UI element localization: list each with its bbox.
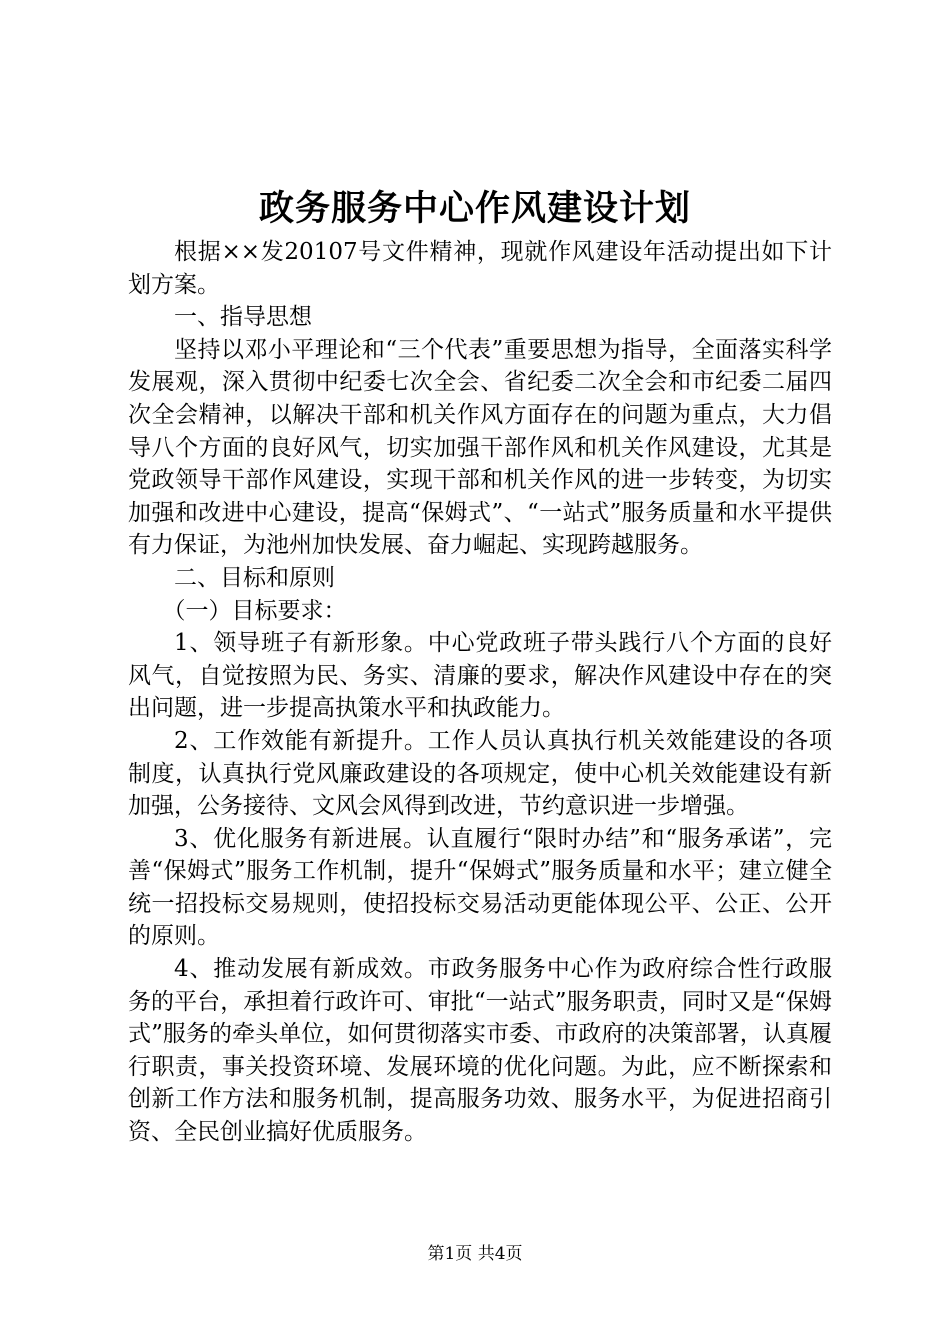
document-body bbox=[128, 236, 832, 1149]
goal-item-3: 3、优化服务有新进展。认直履行“限时办结”和“服务承诺”，完善“保姆式”服务工作机制，提升“保姆式”服务质量和水平；建立健全统一招投标交易规则，使招投标交易活动更能体现公平、公正、公开的原则。 bbox=[128, 825, 832, 950]
goal-item-1: 1、领导班子有新形象。中心党政班子带头践行八个方面的良好风气，自觉按照为民、务实、清廉的要求，解决作风建设中存在的突出问题，进一步提高执策水平和执政能力。 bbox=[128, 630, 832, 722]
intro-paragraph: 根据××发20107号文件精神，现就作风建设年活动提出如下计划方案。 bbox=[128, 239, 832, 298]
goal-item-4: 4、推动发展有新成效。市政务服务中心作为政府综合性行政服务的平台，承担着行政许可、审批“一站式”服务职责，同时又是“保姆式”服务的牵头单位，如何贯彻落实市委、市政府的决策部署，认真履行职责，事关投资环境、发展环境的优化问题。为此，应不断探索和创新工作方法和服务机制，提高服务功效、服务水平，为促进招商引资、全民创业搞好优质服务。 bbox=[128, 956, 832, 1146]
section-heading-goals-principles: 二、目标和原则 bbox=[174, 564, 335, 591]
section-heading-guiding-ideology: 一、指导思想 bbox=[174, 304, 312, 331]
page-title: 政务服务中心作风建设计划 bbox=[258, 188, 691, 229]
page-number-footer: 第1页 共4页 bbox=[427, 1244, 523, 1264]
goal-item-2: 2、工作效能有新提升。工作人员认真执行机关效能建设的各项制度，认真执行党风廉政建设的各项规定，使中心机关效能建设有新加强，公务接待、文风会风得到改进，节约意识进一步增强。 bbox=[128, 727, 832, 820]
guiding-ideology-paragraph: 坚持以邓小平理论和“三个代表”重要思想为指导，全面落实科学发展观，深入贯彻中纪委七次全会、省纪委二次全会和市纪委二届四次全会精神，以解决干部和机关作风方面存在的问题为重点，大力倡导八个方面的良好风气，切实加强干部作风和机关作风建设，尤其是党政领导干部作风建设，实现干部和机关作风的进一步转变，为切实加强和改进中心建设，提高“保姆式”、“一站式”服务质量和水平提供有力保证，为池州加快发展、奋力崛起、实现跨越服务。 bbox=[128, 336, 832, 559]
subsection-heading-goal-requirements: （一）目标要求： bbox=[162, 597, 347, 624]
